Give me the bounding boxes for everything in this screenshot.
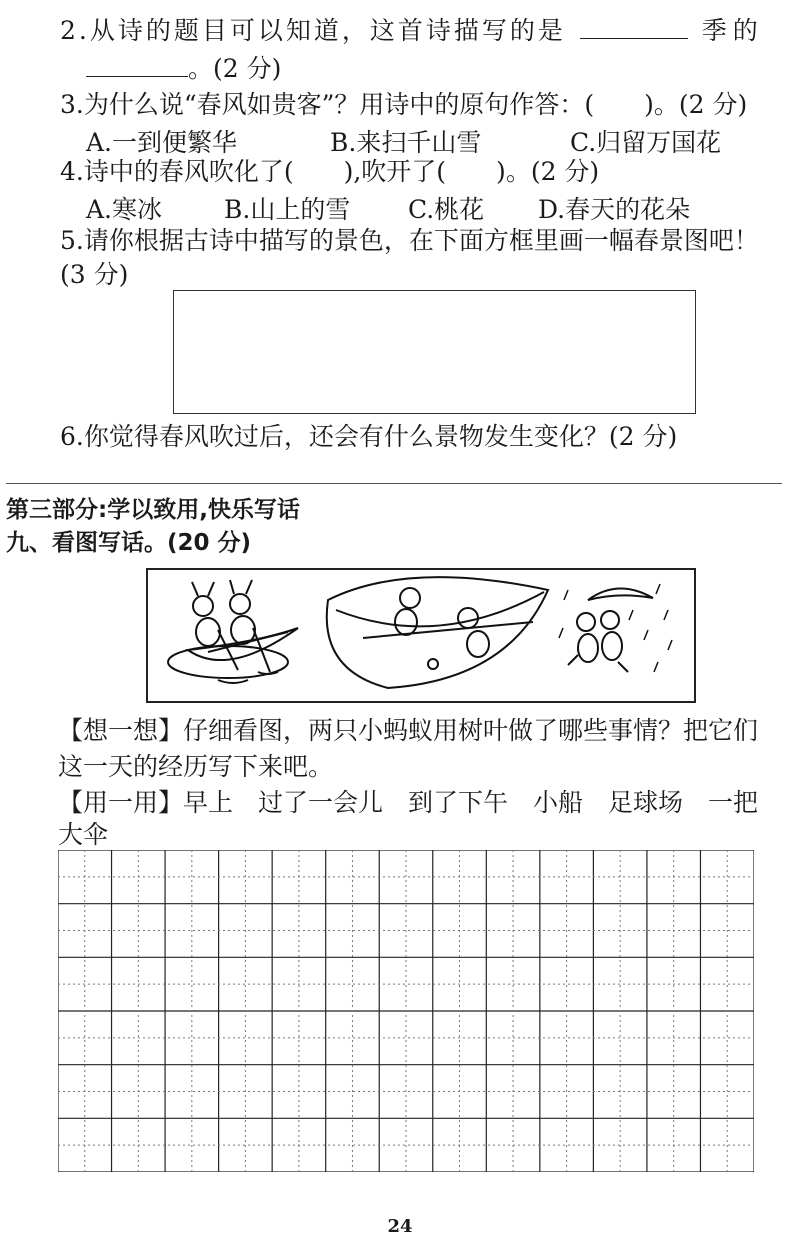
- q3-stem: 3.为什么说“春风如贵客”？用诗中的原句作答：( )。(2 分): [60, 90, 748, 119]
- drawing-box[interactable]: [173, 290, 696, 414]
- part3-title: 第三部分:学以致用,快乐写话: [6, 497, 300, 523]
- q4-option-a[interactable]: A.寒冰: [86, 195, 163, 224]
- q4-option-c[interactable]: C.桃花: [408, 195, 485, 224]
- q3-option-a[interactable]: A.一到便繁华: [86, 128, 238, 157]
- think-line-1: 【想一想】仔细看图，两只小蚂蚁用树叶做了哪些事情？把它们: [58, 716, 759, 745]
- q5-line-1: 5.请你根据古诗中描写的景色，在下面方框里画一幅春景图吧！: [60, 226, 759, 255]
- page-number: 24: [387, 1216, 413, 1237]
- q2-text-b: 季的: [701, 16, 764, 45]
- q6-stem: 6.你觉得春风吹过后，还会有什么景物发生变化？(2 分): [60, 422, 678, 451]
- q2-line-1: [60, 14, 764, 48]
- q2-text-c: 。(2 分): [188, 54, 282, 83]
- think-line-2: 这一天的经历写下来吧。: [58, 752, 334, 781]
- q2-line-2: [86, 52, 281, 86]
- q2-blank-scene[interactable]: [86, 52, 188, 77]
- q2-blank-season[interactable]: [580, 14, 688, 39]
- q4-stem: 4.诗中的春风吹化了( ),吹开了( )。(2 分): [60, 157, 600, 186]
- writing-grid[interactable]: [58, 850, 754, 1172]
- q4-option-b[interactable]: B.山上的雪: [224, 195, 351, 224]
- use-line-2: 大伞: [58, 820, 109, 849]
- ants-picture: [148, 570, 694, 701]
- ants-illustration: [146, 568, 696, 703]
- q2-text-a: 2.从诗的题目可以知道，这首诗描写的是: [60, 16, 566, 45]
- writing-grid-lines: [58, 850, 754, 1172]
- q3-option-c[interactable]: C.归留万国花: [570, 128, 722, 157]
- q3-option-b[interactable]: B.来扫千山雪: [330, 128, 482, 157]
- use-line-1: 【用一用】早上 过了一会儿 到了下午 小船 足球场 一把: [58, 788, 759, 817]
- q5-line-2: (3 分): [60, 260, 129, 289]
- q4-option-d[interactable]: D.春天的花朵: [538, 195, 691, 224]
- section-divider: [6, 483, 782, 484]
- q9-title: 九、看图写话。(20 分): [6, 530, 252, 556]
